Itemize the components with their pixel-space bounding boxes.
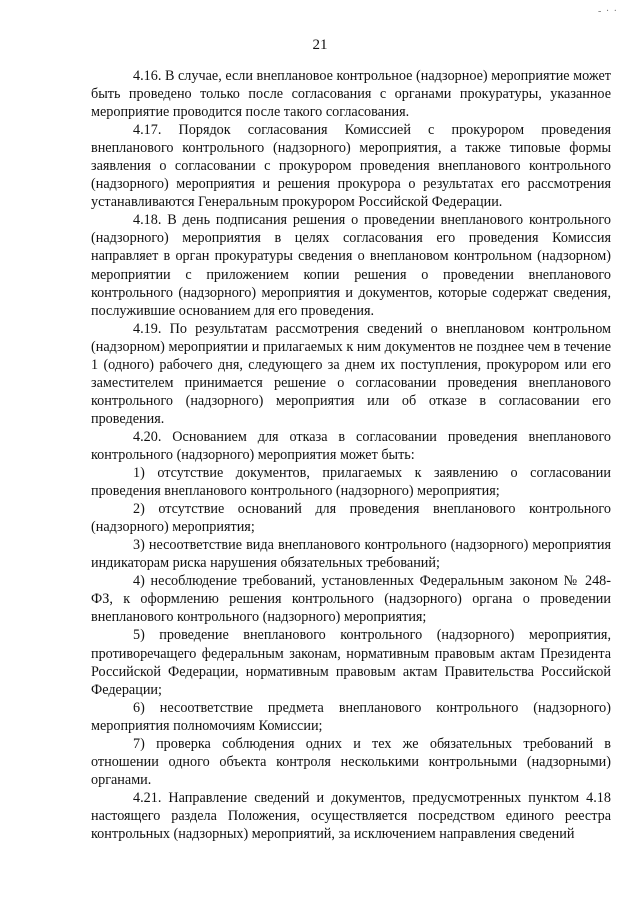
- list-item-3: 3) несоответствие вида внепланового контрольного (надзорного) мероприятия индикаторам риска нарушения обязательных требований;: [91, 537, 611, 572]
- list-item-2: 2) отсутствие оснований для проведения внепланового контрольного (надзорного) мероприятия;: [91, 501, 611, 536]
- paragraph-4-19: 4.19. По результатам рассмотрения сведений о внеплановом контрольном (надзорном) мероприятии и прилагаемых к ним документов не позднее чем в течение 1 (одного) рабочего дня, следующего за днем их поступления, прокурором или его заместителем принимается решение о согласовании проведения внепланового контрольного (надзорного) мероприятия или об отказе в согласовании его проведения.: [91, 320, 611, 427]
- list-item-4: 4) несоблюдение требований, установленных Федеральным законом № 248-ФЗ, к оформлению решения контрольного (надзорного) органа о проведении внепланового контрольного (надзорного) мероприятия;: [91, 573, 611, 626]
- document-body: [91, 67, 611, 843]
- list-item-5: 5) проведение внепланового контрольного (надзорного) мероприятия, противоречащего федеральным законам, нормативным правовым актам Президента Российской Федерации, нормативным правовым актам Правительства Российской Федерации;: [91, 627, 611, 698]
- list-item-6: 6) несоответствие предмета внепланового контрольного (надзорного) мероприятия полномочиям Комиссии;: [91, 699, 611, 734]
- list-item-1: 1) отсутствие документов, прилагаемых к заявлению о согласовании проведения внепланового контрольного (надзорного) мероприятия;: [91, 465, 611, 500]
- page-number: 21: [312, 37, 328, 53]
- paragraph-4-16: 4.16. В случае, если внеплановое контрольное (надзорное) мероприятие может быть проведено только после согласования с органами прокуратуры, указанное мероприятие проводится после такого согласования.: [91, 68, 611, 121]
- corner-mark: - · ·: [598, 6, 618, 17]
- list-item-7: 7) проверка соблюдения одних и тех же обязательных требований в отношении одного объекта контроля несколькими контрольными (надзорными) органами.: [91, 735, 611, 788]
- paragraph-4-18: 4.18. В день подписания решения о проведении внепланового контрольного (надзорного) мероприятия в целях согласования его проведения Комиссия направляет в орган прокуратуры сведения о внеплановом контрольном (надзорном) мероприятии с приложением копии решения о проведении внепланового контрольного (надзорного) мероприятия и документов, которые содержат сведения, послужившие основанием для его проведения.: [91, 212, 611, 319]
- paragraph-4-21: 4.21. Направление сведений и документов, предусмотренных пунктом 4.18 настоящего раздела Положения, осуществляется посредством единого реестра контрольных (надзорных) мероприятий, за исключением направления сведений: [91, 789, 611, 842]
- paragraph-4-20: 4.20. Основанием для отказа в согласовании проведения внепланового контрольного (надзорного) мероприятия может быть:: [91, 428, 611, 463]
- paragraph-4-17: 4.17. Порядок согласования Комиссией с прокурором проведения внепланового контрольного (надзорного) мероприятия, а также типовые формы заявления о согласовании с прокурором проведения внепланового контрольного (надзорного) мероприятия и решения прокурора о результатах его рассмотрения устанавливаются Генеральным прокурором Российской Федерации.: [91, 122, 611, 211]
